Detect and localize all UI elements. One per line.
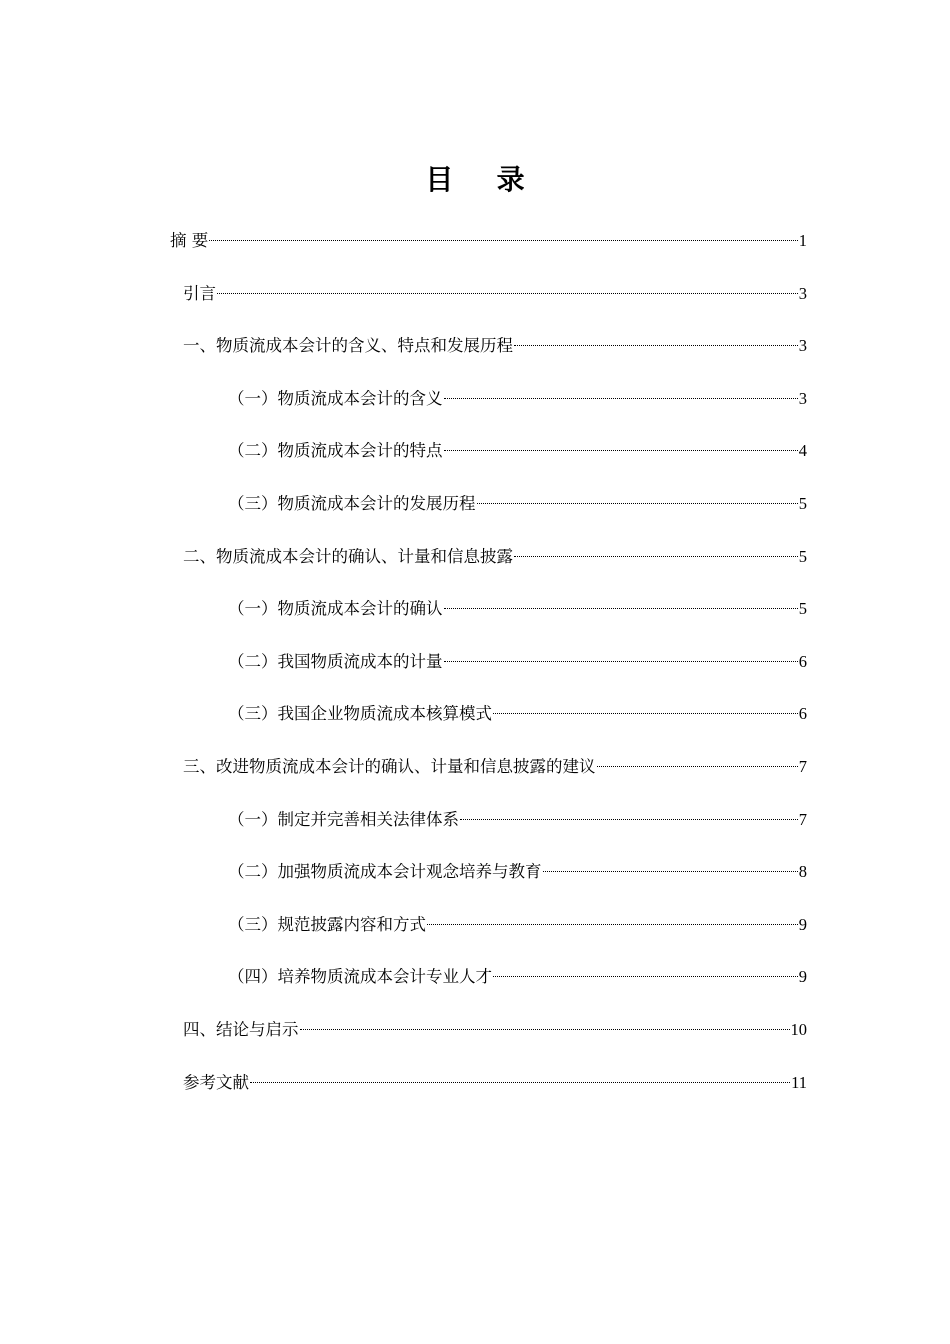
toc-dot-leader xyxy=(444,398,798,399)
toc-entry-row xyxy=(170,228,807,254)
toc-dot-leader xyxy=(543,871,798,872)
toc-entry-label: （三）规范披露内容和方式 xyxy=(228,914,426,934)
toc-entry-label: 参考文献 xyxy=(183,1072,249,1092)
toc-page-number: 7 xyxy=(798,756,807,776)
toc-dot-leader xyxy=(209,240,798,241)
toc-dot-leader xyxy=(217,293,798,294)
toc-dot-leader xyxy=(514,556,798,557)
toc-page-number: 5 xyxy=(798,493,807,513)
toc-entry-label: 二、物质流成本会计的确认、计量和信息披露 xyxy=(183,546,513,566)
toc-page-number: 11 xyxy=(791,1072,807,1092)
toc-entry[interactable] xyxy=(0,754,950,807)
toc-page-number: 3 xyxy=(798,388,807,408)
toc-entry-row xyxy=(183,281,807,307)
toc-entry-row xyxy=(228,438,807,464)
toc-page-number: 5 xyxy=(798,599,807,619)
toc-entry-row xyxy=(228,807,807,833)
toc-entry-row xyxy=(183,754,807,780)
toc-entry[interactable] xyxy=(0,386,950,439)
toc-entry-label: 引言 xyxy=(183,283,216,303)
toc-page-number: 7 xyxy=(798,809,807,829)
toc-dot-leader xyxy=(444,450,798,451)
toc-list xyxy=(0,228,950,1122)
toc-entry-label: 三、改进物质流成本会计的确认、计量和信息披露的建议 xyxy=(183,756,596,776)
toc-dot-leader xyxy=(427,924,798,925)
toc-page-number: 10 xyxy=(790,1019,807,1039)
toc-page-number: 6 xyxy=(798,704,807,724)
toc-entry-label: （二）我国物质流成本的计量 xyxy=(228,651,443,671)
toc-dot-leader xyxy=(493,976,798,977)
toc-entry[interactable] xyxy=(0,807,950,860)
toc-entry[interactable] xyxy=(0,1017,950,1070)
toc-page-number: 8 xyxy=(798,862,807,882)
toc-dot-leader xyxy=(444,608,798,609)
toc-entry[interactable] xyxy=(0,859,950,912)
toc-entry-row xyxy=(228,964,807,990)
toc-page-number: 6 xyxy=(798,651,807,671)
toc-page-number: 4 xyxy=(798,441,807,461)
toc-entry-label: 一、物质流成本会计的含义、特点和发展历程 xyxy=(183,336,513,356)
toc-entry-row xyxy=(228,596,807,622)
toc-entry[interactable] xyxy=(0,912,950,965)
toc-entry-row xyxy=(228,701,807,727)
toc-entry[interactable] xyxy=(0,491,950,544)
toc-entry-row xyxy=(183,1070,807,1096)
toc-entry-label: （三）物质流成本会计的发展历程 xyxy=(228,493,476,513)
toc-entry[interactable] xyxy=(0,333,950,386)
toc-entry-label: （二）物质流成本会计的特点 xyxy=(228,441,443,461)
toc-entry[interactable] xyxy=(0,1070,950,1123)
toc-dot-leader xyxy=(300,1029,790,1030)
toc-dot-leader xyxy=(444,661,798,662)
toc-page-number: 1 xyxy=(798,231,807,250)
toc-entry-label: （四）培养物质流成本会计专业人才 xyxy=(228,967,492,987)
toc-dot-leader xyxy=(597,766,798,767)
page-title: 目 录 xyxy=(425,163,542,196)
toc-page-number: 3 xyxy=(798,283,807,303)
toc-entry[interactable] xyxy=(0,596,950,649)
toc-page-number: 9 xyxy=(798,967,807,987)
toc-dot-leader xyxy=(460,819,798,820)
toc-page-number: 5 xyxy=(798,546,807,566)
toc-page-number: 9 xyxy=(798,914,807,934)
toc-entry-label: （一）制定并完善相关法律体系 xyxy=(228,809,459,829)
toc-dot-leader xyxy=(477,503,798,504)
toc-entry-row xyxy=(228,491,807,517)
toc-entry-label: （一）物质流成本会计的确认 xyxy=(228,599,443,619)
toc-entry-row xyxy=(228,386,807,412)
toc-entry-row xyxy=(228,912,807,938)
toc-entry[interactable] xyxy=(0,649,950,702)
toc-entry[interactable] xyxy=(0,544,950,597)
toc-dot-leader xyxy=(514,345,798,346)
toc-dot-leader xyxy=(493,713,798,714)
toc-dot-leader xyxy=(250,1082,790,1083)
toc-entry-label: （三）我国企业物质流成本核算模式 xyxy=(228,704,492,724)
toc-entry-label: 四、结论与启示 xyxy=(183,1019,299,1039)
toc-entry[interactable] xyxy=(0,228,950,281)
toc-entry[interactable] xyxy=(0,701,950,754)
toc-entry[interactable] xyxy=(0,438,950,491)
toc-entry[interactable] xyxy=(0,964,950,1017)
toc-entry-label: （一）物质流成本会计的含义 xyxy=(228,388,443,408)
toc-page-number: 3 xyxy=(798,336,807,356)
toc-entry-label: （二）加强物质流成本会计观念培养与教育 xyxy=(228,862,542,882)
toc-entry-row xyxy=(183,1017,807,1043)
toc-entry-row xyxy=(228,649,807,675)
toc-entry-row xyxy=(183,333,807,359)
toc-entry-row xyxy=(228,859,807,885)
toc-entry-row xyxy=(183,544,807,570)
toc-entry[interactable] xyxy=(0,281,950,334)
toc-entry-label: 摘 要 xyxy=(170,231,209,250)
